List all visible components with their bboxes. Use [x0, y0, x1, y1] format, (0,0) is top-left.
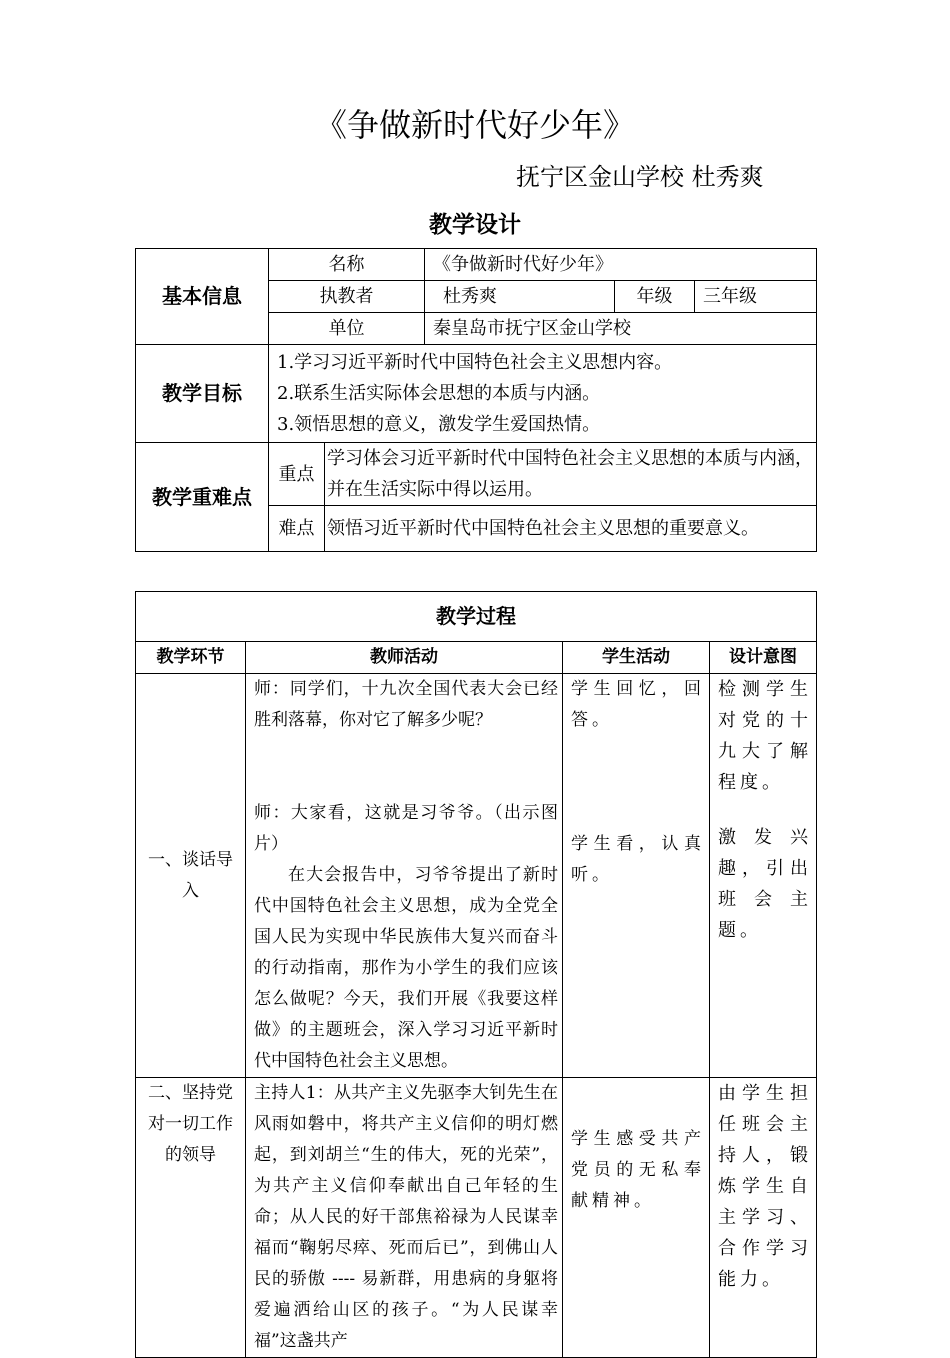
- difficulty-label: 难点: [269, 506, 325, 552]
- column-header: 设计意图: [710, 642, 817, 674]
- teacher-label: 执教者: [269, 281, 425, 313]
- key-points-label: 教学重难点: [136, 443, 269, 552]
- process-table: [135, 591, 817, 1358]
- teacher-activity-cell: [246, 674, 563, 1078]
- unit-value: 秦皇岛市抚宁区金山学校: [425, 313, 817, 345]
- design-table: [135, 248, 817, 552]
- student-activity-cell: [563, 1078, 710, 1358]
- focus-text: 学习体会习近平新时代中国特色社会主义思想的本质与内涵，并在生活实际中得以运用。: [325, 443, 817, 506]
- focus-label: 重点: [269, 443, 325, 506]
- grade-label: 年级: [615, 281, 695, 313]
- teacher-paragraph: 主持人1：从共产主义先驱李大钊先生在风雨如磐中，将共产主义信仰的明灯燃起，到刘胡兰“生的伟大，死的光荣”，为共产主义信仰奉献出自己年轻的生命；从人民的好干部焦裕禄为人民谋幸福而“鞠躬尽瘁、死而后已”，到佛山人民的骄傲 ---- 易新群，用患病的身躯将爱遍洒给山区的孩子。“为人民谋幸福”这盏共产: [254, 1083, 558, 1351]
- teacher-paragraph: 师：同学们，十九次全国代表大会已经胜利落幕，你对它了解多少呢？: [254, 679, 558, 730]
- difficulty-text: 领悟习近平新时代中国特色社会主义思想的重要意义。: [325, 506, 817, 552]
- column-header: 教师活动: [246, 642, 563, 674]
- name-value: 《争做新时代好少年》: [425, 249, 817, 281]
- student-paragraph: 学生感受共产党员的无私奉献精神。: [571, 1129, 705, 1211]
- teacher-paragraph: 在大会报告中，习爷爷提出了新时代中国特色社会主义思想，成为全党全国人民为实现中华民族伟大复兴而奋斗的行动指南，那作为小学生的我们应该怎么做呢？今天，我们开展《我要这样做》的主题班会，深入学习习近平新时代中国特色社会主义思想。: [254, 865, 558, 1071]
- table-row: [136, 1078, 817, 1358]
- author-line: 抚宁区金山学校 杜秀爽: [516, 163, 764, 191]
- teacher-activity-cell: [246, 1078, 563, 1358]
- intent-paragraph: 检测学生对党的十九大了解程度。: [718, 679, 812, 793]
- student-paragraph: 学生回忆，回答。: [571, 679, 705, 730]
- intent-paragraph: 由学生担任班会主持人，锻炼学生自主学习、合作学习能力。: [718, 1083, 812, 1290]
- goals-list: [269, 345, 817, 443]
- teacher-paragraph: 师：大家看，这就是习爷爷。（出示图片）: [254, 803, 558, 854]
- table-row: [136, 674, 817, 1078]
- document-title: 《争做新时代好少年》: [314, 106, 635, 144]
- grade-value: 三年级: [695, 281, 817, 313]
- teacher-value: 杜秀爽: [425, 281, 615, 313]
- intent-cell: [710, 1078, 817, 1358]
- goal-item: 1.学习习近平新时代中国特色社会主义思想内容。: [277, 352, 673, 373]
- design-heading: 教学设计: [429, 212, 521, 238]
- goal-item: 2.联系生活实际体会思想的本质与内涵。: [277, 383, 601, 404]
- intent-cell: [710, 674, 817, 1078]
- stage-cell: 二、坚持党对一切工作的领导: [136, 1078, 246, 1358]
- student-activity-cell: [563, 674, 710, 1078]
- basic-info-label: 基本信息: [136, 249, 269, 345]
- name-label: 名称: [269, 249, 425, 281]
- intent-paragraph: 激发兴趣，引出班会主题。: [718, 827, 812, 941]
- goals-label: 教学目标: [136, 345, 269, 443]
- stage-cell: 一、谈话导入: [136, 674, 246, 1078]
- student-paragraph: 学生看，认真听。: [571, 834, 705, 885]
- process-heading: 教学过程: [136, 592, 817, 642]
- unit-label: 单位: [269, 313, 425, 345]
- goal-item: 3.领悟思想的意义，激发学生爱国热情。: [277, 414, 601, 435]
- column-header: 学生活动: [563, 642, 710, 674]
- column-header: 教学环节: [136, 642, 246, 674]
